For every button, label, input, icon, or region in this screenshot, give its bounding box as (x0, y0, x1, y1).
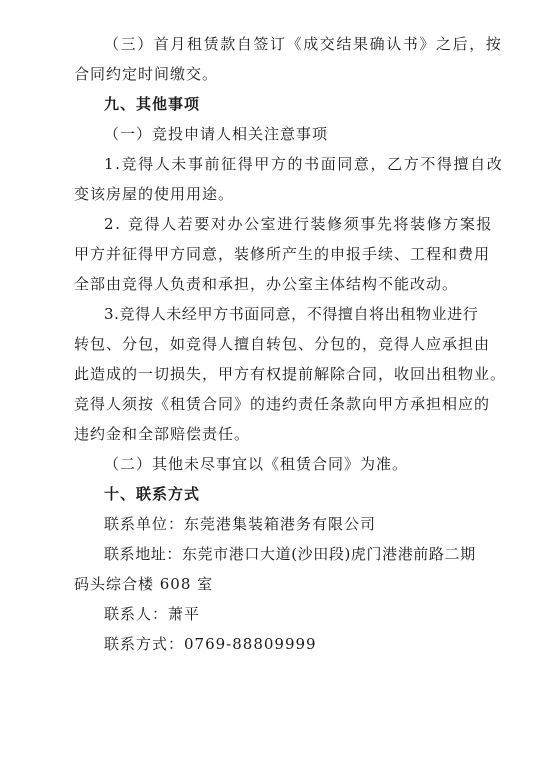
clause-9-2-line-2: 甲方并征得甲方同意，装修所产生的申报手续、工程和费用 (74, 245, 491, 263)
section-10-heading: 十、联系方式 (104, 485, 201, 503)
section-9-heading: 九、其他事项 (104, 95, 201, 113)
clause-9-1-line-2: 变该房屋的使用用途。 (74, 185, 235, 203)
clause-9-3-line-1: 3.竞得人未经甲方书面同意，不得擅自将出租物业进行 (104, 305, 479, 323)
clause-8-3-line-2: 合同约定时间缴交。 (74, 65, 219, 83)
contact-address-line-1: 联系地址：东莞市港口大道(沙田段)虎门港港前路二期 (104, 545, 476, 563)
clause-9-3-line-4: 竞得人须按《租赁合同》的违约责任条款向甲方承担相应的 (74, 395, 491, 413)
section-9-subheading-2: （二）其他未尽事宜以《租赁合同》为准。 (104, 455, 409, 473)
clause-9-2-line-3: 全部由竞得人负责和承担，办公室主体结构不能改动。 (74, 275, 459, 293)
contact-phone: 联系方式：0769-88809999 (104, 635, 317, 653)
clause-9-3-line-5: 违约金和全部赔偿责任。 (74, 425, 251, 443)
clause-9-2-line-1: 2. 竞得人若要对办公室进行装修须事先将装修方案报 (104, 215, 494, 233)
clause-9-3-line-3: 此造成的一切损失，甲方有权提前解除合同，收回出租物业。 (74, 365, 507, 383)
clause-8-3-line-1: （三）首月租赁款自签订《成交结果确认书》之后，按 (104, 35, 503, 53)
contact-unit: 联系单位：东莞港集装箱港务有限公司 (104, 515, 377, 533)
section-9-subheading-1: （一）竞投申请人相关注意事项 (104, 125, 329, 143)
contact-person: 联系人：萧平 (104, 605, 201, 623)
clause-9-3-line-2: 转包、分包，如竞得人擅自转包、分包的，竞得人应承担由 (74, 335, 491, 353)
contact-address-line-2: 码头综合楼 608 室 (74, 575, 214, 593)
clause-9-1-line-1: 1.竞得人未事前征得甲方的书面同意，乙方不得擅自改 (104, 155, 504, 173)
